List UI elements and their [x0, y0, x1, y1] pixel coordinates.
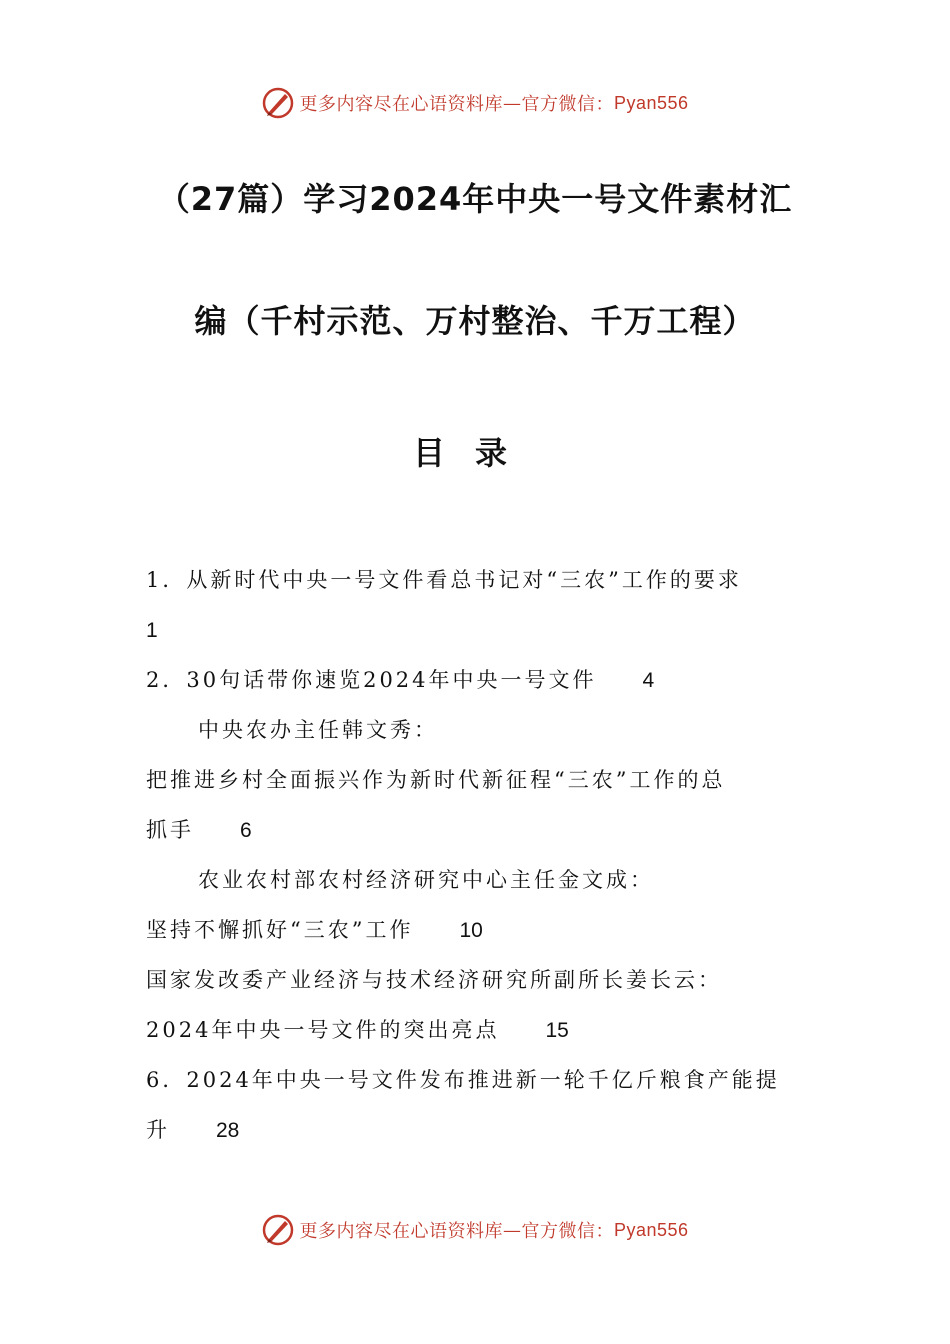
- toc-line-text: 2024年中央一号文件的突出亮点: [146, 1018, 500, 1042]
- toc-line-text: 1．从新时代中央一号文件看总书记对“三农”工作的要求: [146, 568, 742, 592]
- document-title-line-1: （27篇）学习2024年中央一号文件素材汇: [157, 180, 793, 218]
- banner-dash: —: [502, 1219, 522, 1241]
- toc-line: [146, 965, 722, 995]
- toc-line-text: 升: [146, 1118, 170, 1142]
- toc-line: [146, 1065, 780, 1095]
- toc-line: [146, 915, 483, 945]
- toc-page-number: 10: [459, 919, 483, 942]
- toc-line: [146, 1115, 239, 1145]
- toc-page-number: 6: [240, 819, 252, 842]
- toc-line: [146, 615, 158, 645]
- toc-line: [146, 665, 654, 695]
- banner-text: 更多内容尽在心语资料库: [299, 94, 503, 115]
- banner-wechat-label: 官方微信：: [521, 1221, 614, 1242]
- toc-line: [146, 815, 252, 845]
- banner-wechat-label: 官方微信：: [521, 94, 614, 115]
- toc-line-text: 2．30句话带你速览2024年中央一号文件: [146, 668, 597, 692]
- toc-line: [198, 715, 438, 745]
- toc-page-number: 28: [216, 1119, 240, 1142]
- watermark-banner-top: [0, 86, 950, 120]
- toc-page-number: 15: [545, 1019, 569, 1042]
- document-title-line-2: 编（千村示范、万村整治、千万工程）: [194, 302, 756, 340]
- toc-page-number: 4: [642, 669, 655, 692]
- toc-line-text: 坚持不懈抓好“三农”工作: [146, 918, 414, 942]
- banner-dash: —: [502, 92, 522, 114]
- banner-wechat-id: Pyan556: [613, 92, 689, 113]
- toc-heading: 目录: [412, 434, 537, 472]
- pen-logo-icon: [261, 86, 295, 120]
- toc-line-text: 中央农办主任韩文秀：: [198, 718, 438, 742]
- toc-line-text: 6．2024年中央一号文件发布推进新一轮千亿斤粮食产能提: [146, 1068, 780, 1092]
- watermark-banner-bottom: [0, 1213, 950, 1247]
- toc-line: [198, 865, 654, 895]
- banner-text: 更多内容尽在心语资料库: [299, 1221, 503, 1242]
- toc-line-text: 抓手: [146, 818, 194, 842]
- toc-line: [146, 565, 742, 595]
- pen-logo-icon: [261, 1213, 295, 1247]
- toc-line-text: 农业农村部农村经济研究中心主任金文成：: [198, 868, 654, 892]
- toc-line: [146, 1015, 569, 1045]
- toc-line-text: 1: [146, 619, 158, 642]
- toc-line-text: 国家发改委产业经济与技术经济研究所副所长姜长云：: [146, 968, 722, 992]
- toc-line: [146, 765, 725, 795]
- banner-wechat-id: Pyan556: [613, 1219, 689, 1240]
- toc-line-text: 把推进乡村全面振兴作为新时代新征程“三农”工作的总: [146, 768, 726, 792]
